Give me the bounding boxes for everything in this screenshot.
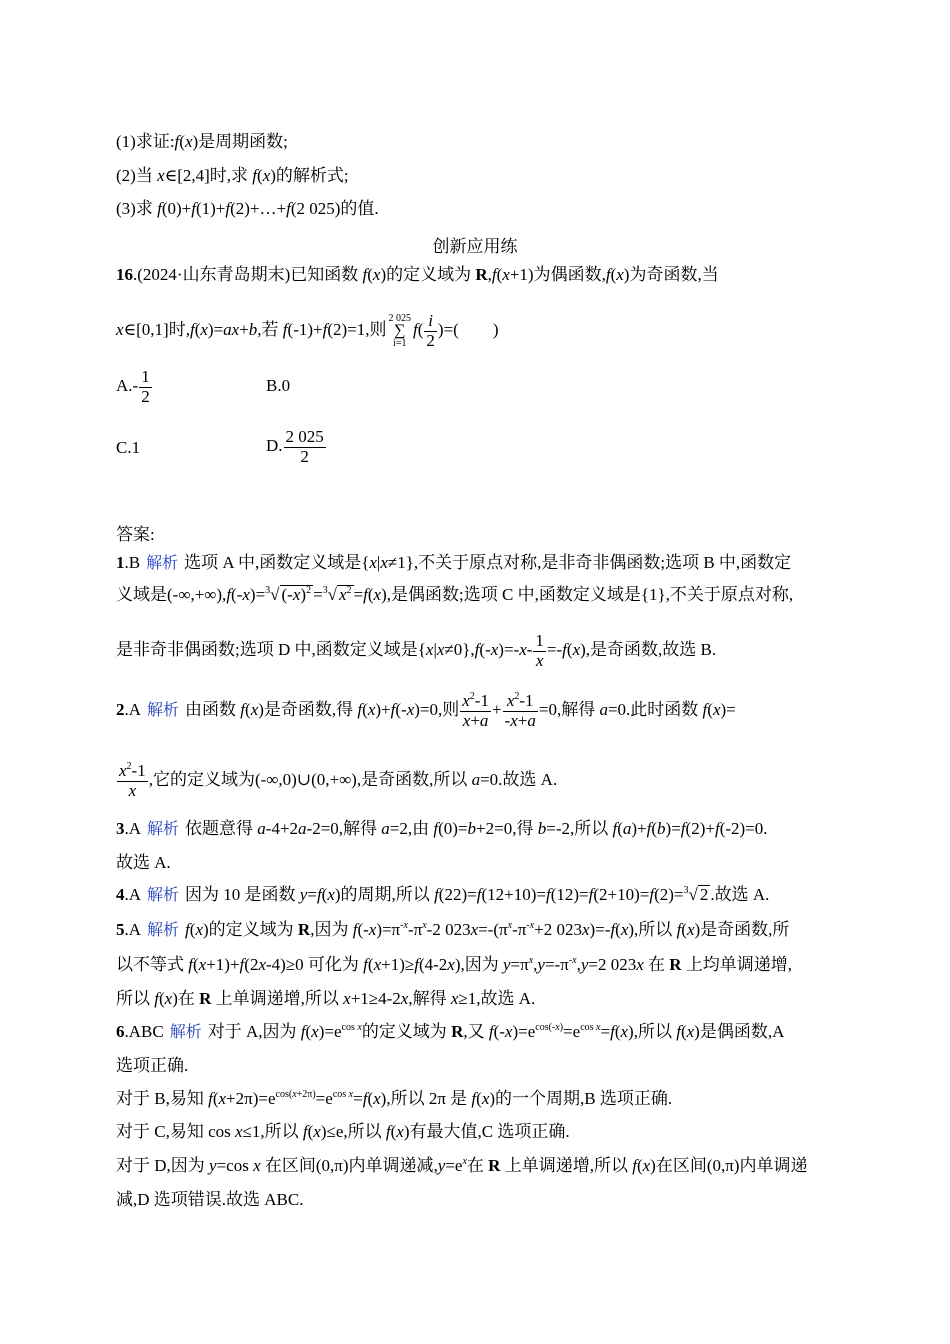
section-title: 创新应用练 (432, 237, 518, 257)
answer-6-line6: 减,D 选项错误.故选 ABC. (116, 1190, 304, 1209)
option-a: A.- $\frac{1}{2}$ (116, 367, 150, 406)
answer-6-line5: 对于 D,因为 y=cos x 在区间(0,π)内单调递减$,y=e^x$在 R 上单调递增,所以 f(x)在区间(0,π)内单调递 (116, 1156, 808, 1175)
answer-6-line4: 对于 C,易知 cos x≤1,所以 f(x)≤e,所以 f(x)有最大值,C 选项正确. (116, 1122, 570, 1141)
answer-6-line1: 6.ABC 解析 对于 A,因为 $f(x)=e^{cos x}$的定义域为 R,又 $f(-x)=e^{cos(-x)}=e^{cos x}=f(x)$,所以 f(x)是偶函数,A (116, 1022, 785, 1041)
q15-part1: (1)求证:f(x)是周期函数; (116, 132, 288, 151)
option-b: B.0 (266, 376, 291, 395)
summation: 2 025 ∑ i=1 (388, 313, 412, 350)
answer-2-line1: 2.A 解析 由函数 f(x)是奇函数,得 f(x)+f(-x)=0,则 $\frac{x^2-1}{x+a}$ + $\frac{x^2-1}{-x+a}$ =0,解得 a=0.此时函数 f(x)= (116, 690, 736, 730)
answer-3-line1: 3.A 解析 依题意得 a-4+2a-2=0,解得 a=2,由 f(0)=b+2=0,得 b=-2,所以 f(a)+f(b)=f(2)+f(-2)=0. (116, 819, 768, 838)
q16-stem-line2: x∈[0,1]时,f(x)=ax+b,若 f(-1)+f(2)=1,则2 025 ∑ i=1f( $\frac{i}{2}$ )=( ) (116, 310, 499, 350)
q15-part2: (2)当 x∈[2,4]时,求 f(x)的解析式; (116, 166, 349, 185)
answer-5-line3: 所以 f(x)在 R 上单调递增,所以 x+1≥4-2x,解得 x≥1,故选 A. (116, 989, 536, 1008)
answer-6-line3: 对于 B,易知 $f(x+2\pi)=e^{cos(x+2\pi)}=e^{cos x}=f(x)$,所以 2π 是 f(x)的一个周期,B 选项正确. (116, 1089, 673, 1108)
answer-1-line1: 1.B 解析 选项 A 中,函数定义域是{x|x≠1},不关于原点对称,是非奇非偶函数;选项 B 中,函数定 (116, 553, 792, 572)
answer-5-line2: 以不等式 f(x+1)+f(2x-4)≥0 可化为 f(x+1)≥f(4-2x),因为 $y=\pi^x,y=-\pi^{-x},y=2$ 023x 在 R 上均单调递增, (116, 955, 793, 974)
answer-1-line2: 义域是(-∞,+∞),f(-x)=$^3$√ $(-x)^2 =^3√$ $x^2 =f(x)$,是偶函数;选项 C 中,函数定义域是{1},不关于原点对称, (116, 585, 794, 604)
option-c: C.1 (116, 438, 141, 457)
answer-2-line2: $\frac{x^2-1}{x}$ ,它的定义域为(-∞,0)∪(0,+∞),是奇函数,所以 a=0.故选 A. (119, 760, 558, 800)
answer-3-line2: 故选 A. (116, 853, 171, 872)
answer-6-line2: 选项正确. (116, 1056, 189, 1075)
q15-part3: (3)求 f(0)+f(1)+f(2)+…+f(2 025)的值. (116, 199, 379, 218)
answer-4-line1: 4.A 解析 因为 10 是函数 y=f(x)的周期,所以 f(22)=f(12+10)=f(12)=f(2+10)=f(2)=$^3$√ 2 .故选 A. (116, 885, 770, 904)
answer-1-line3: 是非奇非偶函数;选项 D 中,函数定义域是{x|x≠0},f(-x)=-x- $\frac{1}{x}$ =-f(x),是奇函数,故选 B. (116, 630, 717, 670)
answers-heading: 答案: (116, 525, 155, 544)
q16-stem-line1: 16.(2024·山东青岛期末)已知函数 f(x)的定义域为 R,f(x+1)为偶函数,f(x)为奇函数,当 (116, 265, 719, 284)
answer-5-line1: 5.A 解析 f(x)的定义域为 R,因为 $f(-x)=\pi^{-x}-\pi^x-2$ $023x=-(\pi^x-\pi^{-x}+2$ 023x)=-f(x),所以 f(x)是奇函数,所 (116, 920, 790, 939)
option-d: D. $\frac{2 025}{2}$ (266, 427, 324, 466)
